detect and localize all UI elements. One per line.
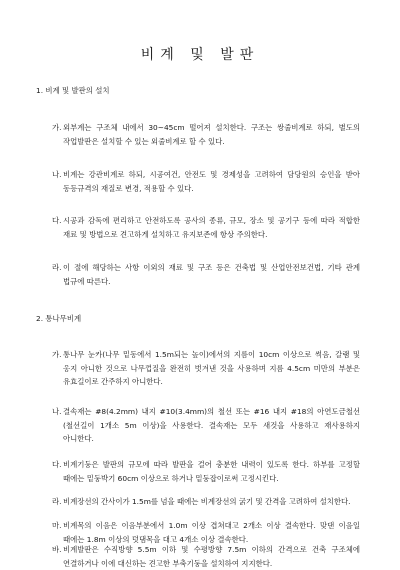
item-marker: 다. <box>52 460 62 469</box>
page-title: 비계 및 발판 <box>140 47 260 63</box>
item-text: 비계발판은 수직방향 5.5m 이하 및 수평방향 7.5m 이하의 간격으로 건축 구조체에 연결하거나 이에 대신하는 견고한 부축기둥을 설치하여 지지한다. <box>63 545 360 568</box>
list-item <box>52 405 360 446</box>
item-text: 시공과 감독에 편리하고 안전하도록 공사의 종류, 규모, 장소 및 공기구 등에 따라 적합한 재료 및 방법으로 견고하게 설치하고 유지보존에 항상 주의한다. <box>63 216 360 239</box>
item-text: 비계장선의 간사이가 1.5m를 넘을 때에는 비계장선의 굵기 및 간격을 고려하여 설치한다. <box>63 497 351 506</box>
item-marker: 나. <box>52 170 62 179</box>
item-text: 이 절에 해당하는 사항 이외의 재료 및 구조 등은 건축법 및 산업안전보건법, 기타 관계 법규에 따른다. <box>63 263 360 286</box>
item-text: 비계는 강관비계로 하되, 시공여건, 안전도 및 경제성을 고려하여 담당원의 승인을 받아 동등규격의 재질로 변경, 적용할 수 있다. <box>63 170 360 193</box>
item-marker: 가. <box>52 350 62 359</box>
item-text: 통나무 눈카(나무 밑동에서 1.5m되는 높이)에서의 지름이 10cm 이상으로 썩음, 갈램 및 옹지 아니한 것으로 나무껍질을 완전히 벗겨낸 것을 사용하며 지름 4.5cm 미만의 부분은 유효길이로 간주하지 아니한다. <box>63 350 360 386</box>
section-heading: 2. 통나무비계 <box>36 314 82 323</box>
item-text: 비계기둥은 발판의 규모에 따라 발판을 걸어 충분한 내력이 있도록 한다. 하부를 고정할 때에는 밑둥박기 60cm 이상으로 하거나 밑둥잡이로써 고정시킨다. <box>63 460 360 483</box>
item-marker: 나. <box>52 407 62 416</box>
item-text: 외부계는 구조체 내에서 30~45cm 떨어져 설치한다. 구조는 쌍줄비계로 하되, 별도의 작업발판은 설치할 수 있는 외줄비계로 할 수 있다. <box>63 123 360 146</box>
item-marker: 가. <box>52 123 62 132</box>
list-item <box>52 519 360 546</box>
item-text: 비계목의 이음은 이음부분에서 1.0m 이상 겹쳐대고 2개소 이상 결속한다. 맞댄 이음일 때에는 1.8m 이상의 덧댐목을 대고 4개소 이상 결속한다. <box>63 521 360 544</box>
list-item <box>52 214 360 241</box>
item-marker: 라. <box>52 497 62 506</box>
list-item <box>52 458 360 485</box>
list-item <box>52 261 360 288</box>
list-item <box>52 121 360 148</box>
list-item <box>52 168 360 195</box>
item-text: 결속재는 #8(4.2mm) 내지 #10(3.4mm)의 철선 또는 #16 내지 #18의 아연도금철선(철선길이 1개소 5m 이상)을 사용한다. 결속재는 모두 새것을 사용하고 재사용하지 아니한다. <box>63 407 360 443</box>
item-marker: 다. <box>52 216 62 225</box>
item-marker: 바. <box>52 545 62 554</box>
list-item <box>52 543 360 570</box>
list-item <box>52 348 360 389</box>
section-heading: 1. 비계 및 발판의 설치 <box>36 86 110 95</box>
list-item <box>52 495 360 509</box>
item-marker: 마. <box>52 521 62 530</box>
item-marker: 라. <box>52 263 62 272</box>
